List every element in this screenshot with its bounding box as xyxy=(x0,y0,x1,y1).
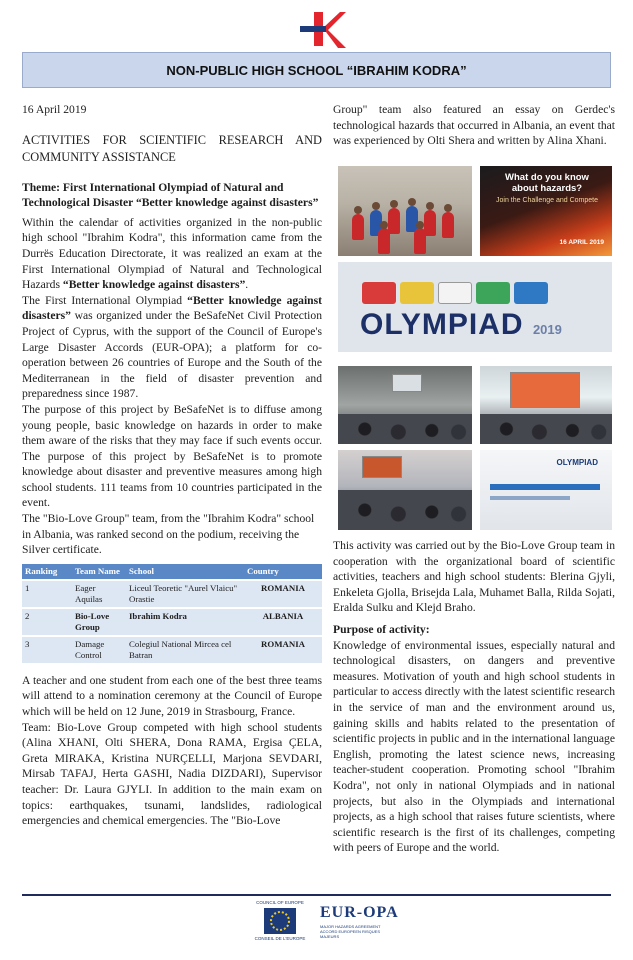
article-theme: Theme: First International Olympiad of Natural and Technological Disaster “Better knowledge against disasters” xyxy=(22,180,319,210)
eur-opa-subtitle: MAJOR HAZARDS AGREEMENT ACCORD EUROPEEN RISQUES MAJEURS xyxy=(320,924,381,939)
table-cell-school: Liceul Teoretic "Aurel Vlaicu" Orastie xyxy=(126,580,244,608)
right-column-bottom xyxy=(333,538,615,856)
purpose-heading: Purpose of activity: xyxy=(333,622,430,636)
table-header-cell: Country xyxy=(244,564,322,580)
audience-photo xyxy=(338,450,472,530)
eur-opa-logo: EUR-OPA xyxy=(320,904,399,921)
page-title: NON-PUBLIC HIGH SCHOOL “IBRAHIM KODRA” xyxy=(22,52,611,88)
right-column-top xyxy=(333,102,615,149)
poster-subtitle: Join the Challenge and Compete xyxy=(496,197,598,204)
coe-label-bottom: CONSEIL DE L'EUROPE xyxy=(254,936,306,941)
earthquake-icon xyxy=(362,282,396,304)
table-cell-country: ROMANIA xyxy=(244,636,322,663)
olympiad-logo-text: OLYMPIAD 2019 xyxy=(360,308,562,341)
table-cell-team: Eager Aquilas xyxy=(72,580,126,608)
article-date: 16 April 2019 xyxy=(22,103,87,116)
classroom-photo xyxy=(338,366,472,444)
radiation-icon xyxy=(400,282,434,304)
school-logo xyxy=(300,10,346,50)
table-cell-rank: 3 xyxy=(22,636,72,663)
paragraph-intro: Within the calendar of activities organized in the non-public high school "Ibrahim Kodra", this information came from the Durrës Education Directorate, it was realized an exam at the First International Olympiad of Natural and Technological Hazards “Better knowledge against disasters”. xyxy=(22,215,322,292)
paragraph-purpose: Knowledge of environmental issues, especially natural and technological disasters, on dangers and preventive measures. Motivation of youth and high school students in particular to access directly with the latest scientific research in the service of man and the environment around us, gaining skills and habits related to the presentation of scientific projects in public and in the international language English, promoting the latest science news, increasing teacher-student cooperation. Promoting school "Ibrahim Kodra", not only in national Olympiads and in national projects, but also in the Olympiads and international projects, as a high school that raises future scientists, where scientific research is the first of its challenges, competing with peers of Europe and the world. xyxy=(333,638,615,855)
team-photo xyxy=(338,166,472,256)
table-row xyxy=(22,608,322,636)
table-row xyxy=(22,636,322,663)
table-cell-rank: 1 xyxy=(22,580,72,608)
paragraph-result: The "Bio-Love Group" team, from the "Ibrahim Kodra" school in Albania, was ranked second on the podium, receiving the Silver certificate. xyxy=(22,512,315,557)
table-cell-school: Colegiul National Mircea cel Batran xyxy=(126,636,244,663)
table-cell-country: ROMANIA xyxy=(244,580,322,608)
poster-title: What do you know about hazards? xyxy=(505,172,589,194)
article-heading: ACTIVITIES FOR SCIENTIFIC RESEARCH AND COMMUNITY ASSISTANCE xyxy=(22,132,322,164)
slide-title: OLYMPIAD xyxy=(556,458,598,467)
paragraph-essay: Group" team also featured an essay on Gerdec's technological hazards that occurred in Albania, an event that was experienced by Olti Shera and written by Alina Xhani. xyxy=(333,103,615,148)
poster-date: 16 APRIL 2019 xyxy=(559,239,604,246)
table-cell-team: Damage Control xyxy=(72,636,126,663)
table-row xyxy=(22,580,322,608)
paragraph-purpose-project: The purpose of this project by BeSafeNet is to diffuse among young people, basic knowledge on hazards in order to make them aware of the risks that they may face if such events occur. The purpose of this project by BeSafeNet is to promote knowledge about disaster and preventive measures among high school students. 111 teams from 10 countries participated in the event. xyxy=(22,402,322,510)
hazard-icons xyxy=(362,282,592,304)
paragraph-cooperation: This activity was carried out by the Bio-Love Group team in cooperation with the organizational board of scientific activities, teachers and high school students: Blerina Gjyli, Enkeleta Gjolla, Brisejda Lala, Muhamet Balla, Rilda Sojati, Eralda Sulku and Klejd Braho. xyxy=(333,539,615,615)
coe-label-top: COUNCIL OF EUROPE xyxy=(256,900,304,905)
paragraph-ceremony: A teacher and one student from each one of the best three teams will attend to a nomination ceremony at the Council of Europe which will be held on 12 June, 2019 in Strasbourg, France. xyxy=(22,673,322,719)
footer xyxy=(0,892,633,960)
paragraph-olympiad: The First International Olympiad “Better knowledge against disasters” was organized under the BeSafeNet Civil Protection Project of Cyprus, with the support of the Council of Europe's Large Disaster Accords (EUR-OPA); a platform for co-operation between 26 countries of Europe and the South of the Mediterranean in the field of disaster prevention and preparedness since 1987. xyxy=(22,293,322,401)
landslide-icon xyxy=(438,282,472,304)
table-header-cell: Team Name xyxy=(72,564,126,580)
olympiad-banner xyxy=(338,262,612,352)
paragraph-team: Team: Bio-Love Group competed with high school students (Alina XHANI, Olti SHERA, Dona RAMA, Ergisa ÇELA, Greta MIRAKA, Kristina NURÇELLI, Marjona SEVDARI, Mirsab TAFAJ, Herta GASHI, Nadia DIZDARI), Supervisor teacher: Dr. Laura GJYLI. In addition to the main exam on topics: earthquakes, tsunami, landslides, radiological emergencies and chemical emergencies. The "Bio-Love xyxy=(22,720,322,828)
chemical-icon xyxy=(476,282,510,304)
table-cell-team: Bio-Love Group xyxy=(72,608,126,636)
council-of-europe-logo xyxy=(260,902,300,940)
slide-photo xyxy=(480,450,612,530)
left-column xyxy=(22,102,322,829)
presentation-photo xyxy=(480,366,612,444)
table-cell-rank: 2 xyxy=(22,608,72,636)
ranking-table xyxy=(22,564,322,663)
hazards-poster xyxy=(480,166,612,256)
table-cell-country: ALBANIA xyxy=(244,608,322,636)
table-header-cell: Ranking xyxy=(22,564,72,580)
table-header-row xyxy=(22,564,322,580)
tsunami-icon xyxy=(514,282,548,304)
table-cell-school: Ibrahim Kodra xyxy=(126,608,244,636)
table-header-cell: School xyxy=(126,564,244,580)
